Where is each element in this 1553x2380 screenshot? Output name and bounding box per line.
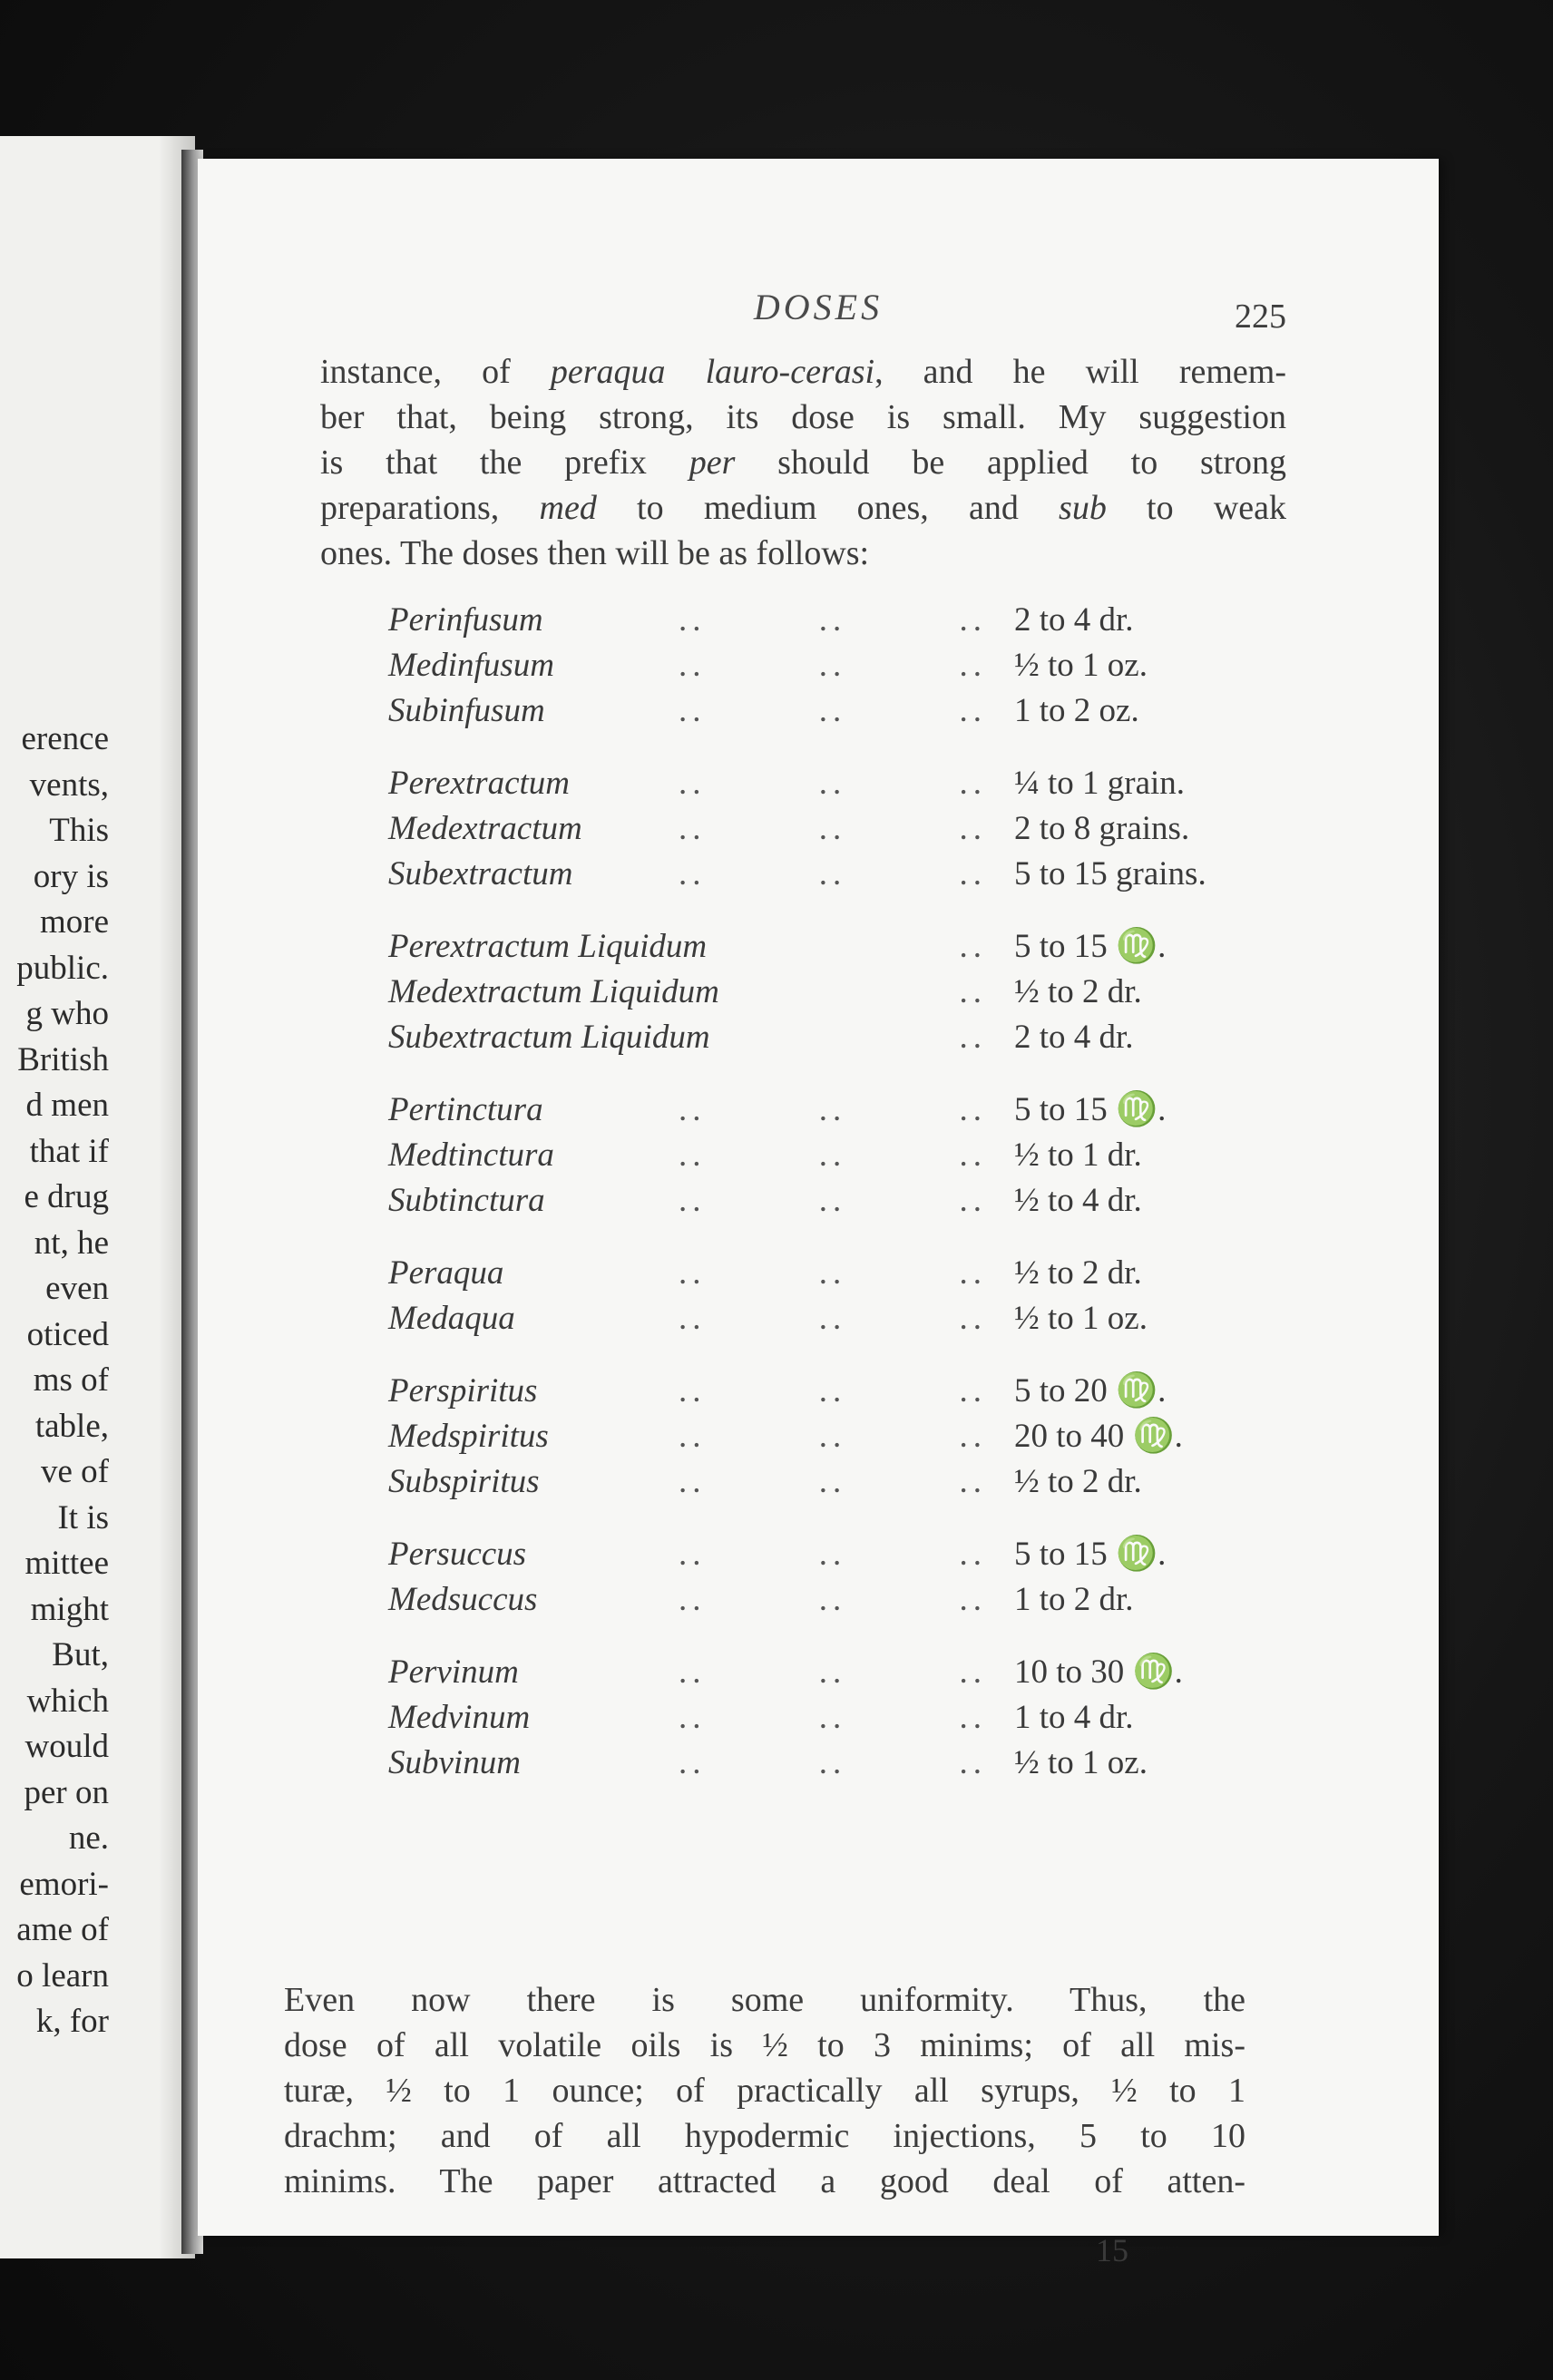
dose-value: 5 to 15 ♍. xyxy=(1014,1536,1167,1573)
preparation-name: Persuccus xyxy=(388,1536,527,1573)
left-page-line: It is xyxy=(57,1498,109,1536)
left-page-line: g who xyxy=(25,995,109,1032)
leader-dots xyxy=(679,1181,1014,1220)
left-page-line: table, xyxy=(34,1407,109,1445)
leader-dots xyxy=(679,1136,1014,1175)
dose-row xyxy=(388,1090,1295,1136)
dose-group-aqua xyxy=(388,1253,1295,1344)
dose-row xyxy=(388,1653,1295,1698)
left-page-line: vents, xyxy=(29,766,109,804)
dose-value: 1 to 4 dr. xyxy=(1014,1699,1134,1736)
leader-dot: .. xyxy=(959,1182,987,1219)
preparation-name: Perextractum xyxy=(388,765,570,802)
leader-dot: .. xyxy=(818,1581,847,1618)
preparation-name: Subinfusum xyxy=(388,692,545,729)
dose-value: ½ to 1 dr. xyxy=(1014,1136,1142,1174)
dose-row xyxy=(388,1136,1295,1181)
dose-group-extractum xyxy=(388,764,1295,900)
leader-dots xyxy=(679,764,1014,803)
leader-dot: .. xyxy=(679,1300,707,1337)
leader-dots xyxy=(679,1653,1014,1692)
leader-dot: .. xyxy=(959,1091,987,1128)
left-page-line: o learn xyxy=(16,1956,109,1995)
dose-table xyxy=(388,600,1295,1816)
dose-group-infusum xyxy=(388,600,1295,736)
leader-dot: .. xyxy=(959,1463,987,1500)
dose-row xyxy=(388,1018,1295,1063)
dose-value: 5 to 15 grains. xyxy=(1014,855,1206,892)
leader-dots xyxy=(679,691,1014,730)
text-line: drachm; and of all hypodermic injections, 5 to 10 xyxy=(284,2117,1245,2155)
dose-value: 5 to 20 ♍. xyxy=(1014,1372,1167,1409)
leader-dot: .. xyxy=(959,928,987,965)
dose-group-liquidum xyxy=(388,927,1295,1063)
leader-dot: .. xyxy=(679,1418,707,1455)
preparation-name: Subtinctura xyxy=(388,1182,545,1219)
left-page-line: might xyxy=(30,1590,109,1628)
text-line: ones. The doses then will be as follows: xyxy=(320,534,870,572)
text-line: instance, of peraqua lauro-cerasi, and he will remem- xyxy=(320,353,1286,391)
leader-dots xyxy=(679,1743,1014,1782)
leader-dot: .. xyxy=(679,1463,707,1500)
leader-dot: .. xyxy=(679,765,707,802)
leader-dot: .. xyxy=(679,1581,707,1618)
leader-dot: .. xyxy=(679,1536,707,1573)
left-page-line: But, xyxy=(52,1636,109,1673)
right-page xyxy=(198,159,1439,2268)
dose-row xyxy=(388,1181,1295,1226)
leader-dot: .. xyxy=(959,855,987,892)
leader-dots xyxy=(679,600,1014,639)
dose-row xyxy=(388,1462,1295,1507)
left-page-line: nt, he xyxy=(34,1224,109,1262)
leader-dot: .. xyxy=(959,1653,987,1691)
leader-dot: .. xyxy=(818,1653,847,1691)
left-page-line: ne. xyxy=(68,1819,109,1857)
text-line: dose of all volatile oils is ½ to 3 minims; of all mis- xyxy=(284,2026,1245,2064)
leader-dot: .. xyxy=(818,1182,847,1219)
preparation-name: Perinfusum xyxy=(388,601,543,639)
leader-dot: .. xyxy=(818,855,847,892)
text-line: preparations, med to medium ones, and sub to weak xyxy=(320,489,1287,527)
leader-dot: .. xyxy=(959,601,987,639)
dose-group-vinum xyxy=(388,1653,1295,1789)
preparation-name: Subextractum Liquidum xyxy=(388,1019,710,1056)
leader-dot: .. xyxy=(818,647,847,684)
leader-dot: .. xyxy=(679,810,707,847)
leader-dots xyxy=(679,809,1014,848)
leader-dot: .. xyxy=(959,647,987,684)
left-page xyxy=(0,136,195,2258)
dose-row xyxy=(388,927,1295,972)
text-line: is that the prefix per should be applied to strong xyxy=(320,444,1286,482)
dose-value: 2 to 8 grains. xyxy=(1014,810,1190,847)
dose-row xyxy=(388,972,1295,1018)
leader-dot: .. xyxy=(959,973,987,1010)
leader-dot: .. xyxy=(959,765,987,802)
leader-dots xyxy=(679,1253,1014,1292)
leader-dot: .. xyxy=(959,1581,987,1618)
leader-dot: .. xyxy=(818,1254,847,1292)
leader-dots xyxy=(679,1299,1014,1338)
left-page-line: ame of xyxy=(16,1911,109,1948)
running-head: DOSES xyxy=(753,287,884,327)
leader-dots xyxy=(679,1535,1014,1574)
text-line: ber that, being strong, its dose is small. My suggestion xyxy=(320,398,1286,436)
preparation-name: Medvinum xyxy=(388,1699,531,1736)
leader-dot: .. xyxy=(959,1699,987,1736)
leader-dot: .. xyxy=(959,1372,987,1409)
dose-row xyxy=(388,600,1295,646)
dose-value: ¼ to 1 grain. xyxy=(1014,765,1186,802)
dose-row xyxy=(388,854,1295,900)
leader-dot: .. xyxy=(679,1699,707,1736)
dose-row xyxy=(388,691,1295,736)
left-page-line: ms of xyxy=(33,1361,109,1399)
dose-value: 5 to 15 ♍. xyxy=(1014,928,1167,965)
leader-dots xyxy=(933,972,1014,1011)
leader-dot: .. xyxy=(818,1136,847,1174)
dose-value: 20 to 40 ♍. xyxy=(1014,1418,1183,1455)
dose-value: 5 to 15 ♍. xyxy=(1014,1091,1167,1128)
dose-group-spiritus xyxy=(388,1371,1295,1507)
leader-dot: .. xyxy=(679,1653,707,1691)
leader-dot: .. xyxy=(818,1699,847,1736)
leader-dot: .. xyxy=(679,1136,707,1174)
leader-dot: .. xyxy=(959,692,987,729)
dose-row xyxy=(388,1417,1295,1462)
preparation-name: Medextractum xyxy=(388,810,582,847)
left-page-line: k, for xyxy=(35,2003,109,2040)
preparation-name: Medextractum Liquidum xyxy=(388,973,719,1010)
left-page-line: public. xyxy=(16,949,109,987)
dose-value: 2 to 4 dr. xyxy=(1014,601,1134,639)
leader-dot: .. xyxy=(679,1254,707,1292)
preparation-name: Peraqua xyxy=(388,1254,504,1292)
leader-dot: .. xyxy=(818,692,847,729)
leader-dot: .. xyxy=(959,1136,987,1174)
text-line: minims. The paper attracted a good deal of atten- xyxy=(284,2162,1245,2200)
preparation-name: Perextractum Liquidum xyxy=(388,928,708,965)
dose-value: 1 to 2 dr. xyxy=(1014,1581,1134,1618)
left-page-line: which xyxy=(26,1682,109,1720)
leader-dot: .. xyxy=(679,601,707,639)
preparation-name: Subvinum xyxy=(388,1744,521,1781)
signature-mark: 15 xyxy=(1096,2232,1128,2268)
dose-row xyxy=(388,1535,1295,1580)
preparation-name: Medinfusum xyxy=(388,647,554,684)
leader-dot: .. xyxy=(679,1182,707,1219)
leader-dot: .. xyxy=(679,647,707,684)
dose-value: 1 to 2 oz. xyxy=(1014,692,1139,729)
dose-value: 2 to 4 dr. xyxy=(1014,1019,1134,1056)
intro-paragraph xyxy=(320,349,1286,576)
dose-row xyxy=(388,1580,1295,1625)
dose-row xyxy=(388,1698,1295,1743)
page-number: 225 xyxy=(1235,298,1286,336)
left-page-line: erence xyxy=(21,720,109,757)
preparation-name: Pertinctura xyxy=(388,1091,543,1128)
leader-dot: .. xyxy=(679,1744,707,1781)
left-page-line: d men xyxy=(25,1087,109,1124)
leader-dots xyxy=(679,646,1014,685)
leader-dots xyxy=(933,1018,1014,1057)
preparation-name: Subextractum xyxy=(388,855,573,892)
dose-row xyxy=(388,764,1295,809)
leader-dot: .. xyxy=(959,1744,987,1781)
leader-dot: .. xyxy=(679,855,707,892)
leader-dots xyxy=(679,1090,1014,1129)
dose-row xyxy=(388,646,1295,691)
left-page-line: e drug xyxy=(24,1178,109,1215)
preparation-name: Subspiritus xyxy=(388,1463,540,1500)
dose-value: ½ to 2 dr. xyxy=(1014,1463,1142,1500)
leader-dot: .. xyxy=(959,1254,987,1292)
dose-value: ½ to 1 oz. xyxy=(1014,1300,1148,1337)
dose-value: ½ to 4 dr. xyxy=(1014,1182,1142,1219)
leader-dot: .. xyxy=(959,810,987,847)
leader-dots xyxy=(679,1371,1014,1410)
left-page-line: emori- xyxy=(19,1865,109,1903)
dose-row xyxy=(388,1253,1295,1299)
leader-dots xyxy=(679,1462,1014,1501)
leader-dot: .. xyxy=(679,1372,707,1409)
leader-dot: .. xyxy=(818,765,847,802)
closing-paragraph xyxy=(284,1977,1245,2204)
leader-dots xyxy=(933,927,1014,966)
dose-row xyxy=(388,1371,1295,1417)
leader-dots xyxy=(679,854,1014,893)
left-page-line: ory is xyxy=(33,857,109,895)
left-page-text xyxy=(0,717,109,2045)
text-line: Even now there is some uniformity. Thus, the xyxy=(284,1981,1245,2019)
left-page-line: British xyxy=(17,1040,109,1078)
left-page-line: per on xyxy=(24,1773,109,1811)
leader-dot: .. xyxy=(818,601,847,639)
dose-row xyxy=(388,1743,1295,1789)
leader-dot: .. xyxy=(818,810,847,847)
preparation-name: Medaqua xyxy=(388,1300,515,1337)
left-page-line: ve of xyxy=(41,1453,109,1490)
leader-dot: .. xyxy=(818,1418,847,1455)
leader-dots xyxy=(679,1580,1014,1619)
preparation-name: Pervinum xyxy=(388,1653,519,1691)
left-page-line: more xyxy=(39,903,109,941)
left-page-line: that if xyxy=(29,1132,109,1170)
leader-dots xyxy=(679,1698,1014,1737)
left-page-line: would xyxy=(24,1728,109,1765)
leader-dot: .. xyxy=(818,1372,847,1409)
preparation-name: Perspiritus xyxy=(388,1372,538,1409)
text-line: turæ, ½ to 1 ounce; of practically all syrups, ½ to 1 xyxy=(284,2072,1245,2110)
preparation-name: Medsuccus xyxy=(388,1581,538,1618)
leader-dot: .. xyxy=(679,1091,707,1128)
left-page-line: even xyxy=(45,1270,109,1307)
preparation-name: Medtinctura xyxy=(388,1136,554,1174)
leader-dot: .. xyxy=(959,1536,987,1573)
dose-value: ½ to 1 oz. xyxy=(1014,1744,1148,1781)
leader-dot: .. xyxy=(818,1463,847,1500)
leader-dot: .. xyxy=(818,1744,847,1781)
leader-dot: .. xyxy=(679,692,707,729)
preparation-name: Medspiritus xyxy=(388,1418,549,1455)
dose-value: ½ to 2 dr. xyxy=(1014,973,1142,1010)
left-page-line: This xyxy=(49,812,109,849)
dose-row xyxy=(388,1299,1295,1344)
dose-group-tinctura xyxy=(388,1090,1295,1226)
left-page-line: mittee xyxy=(24,1545,109,1582)
left-page-line: oticed xyxy=(26,1315,109,1353)
leader-dot: .. xyxy=(818,1091,847,1128)
leader-dot: .. xyxy=(959,1300,987,1337)
dose-value: ½ to 2 dr. xyxy=(1014,1254,1142,1292)
dose-group-succus xyxy=(388,1535,1295,1625)
leader-dot: .. xyxy=(818,1300,847,1337)
leader-dots xyxy=(679,1417,1014,1456)
dose-value: 10 to 30 ♍. xyxy=(1014,1653,1183,1691)
dose-value: ½ to 1 oz. xyxy=(1014,647,1148,684)
dose-row xyxy=(388,809,1295,854)
leader-dot: .. xyxy=(959,1019,987,1056)
leader-dot: .. xyxy=(959,1418,987,1455)
leader-dot: .. xyxy=(818,1536,847,1573)
